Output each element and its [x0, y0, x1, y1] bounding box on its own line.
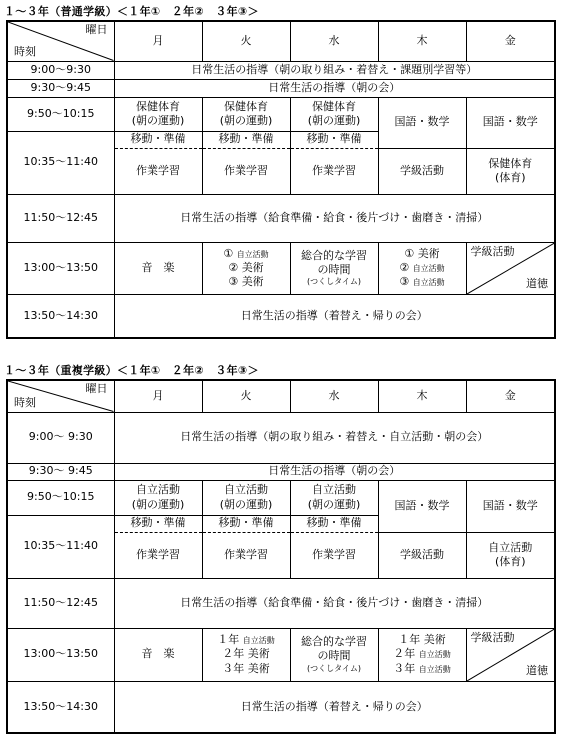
prep-cell: 移動・準備: [114, 515, 202, 532]
lesson-name: 自立活動: [488, 540, 533, 554]
lesson-cell: [290, 480, 378, 515]
lesson-cell: [202, 242, 290, 294]
lesson-name: 保健体育: [488, 156, 533, 170]
lesson-cell: 作業学習: [202, 148, 290, 194]
time-slot: 9:50～10:15: [7, 480, 114, 515]
corner-time-label: 時刻: [14, 396, 36, 410]
lesson-cell: [466, 532, 555, 578]
day-mon: 月: [114, 380, 202, 412]
grade-mark: ３年: [222, 661, 245, 675]
grade-mark: ２年: [222, 647, 245, 661]
lesson-name: 自立活動: [136, 483, 180, 497]
grade-mark: ②: [399, 260, 410, 274]
grade-mark: ③: [399, 275, 410, 289]
day-thu: 木: [378, 380, 466, 412]
day-fri: 金: [466, 21, 555, 61]
lesson-name: 自立活動: [412, 263, 445, 273]
grade-mark: １年: [398, 633, 421, 647]
grade-mark: ３年: [393, 661, 416, 675]
time-slot: 10:35～11:40: [7, 515, 114, 578]
lesson-cell: [290, 97, 378, 131]
lesson-name: 保健体育: [136, 99, 180, 113]
time-slot: 11:50～12:45: [7, 194, 114, 242]
time-slot: 11:50～12:45: [7, 578, 114, 628]
lesson-cell: 作業学習: [202, 532, 290, 578]
time-slot: 13:00～13:50: [7, 628, 114, 681]
lesson-cell: [202, 480, 290, 515]
lesson-note: (朝の運動): [131, 497, 185, 511]
lesson-name: 美術: [247, 647, 270, 661]
lesson-cell: [114, 480, 202, 515]
lesson-note: (朝の運動): [131, 114, 185, 127]
lesson-note: (朝の運動): [307, 497, 361, 511]
lesson-cell: [290, 242, 378, 294]
lesson-note: (つくしタイム): [306, 663, 362, 673]
corner-time-label: 時刻: [14, 45, 36, 59]
day-wed: 水: [290, 21, 378, 61]
timetable-regular: [6, 20, 556, 339]
lesson-cell: 学級活動: [378, 532, 466, 578]
prep-cell: 移動・準備: [290, 131, 378, 148]
table2-heading: １～３年（重複学級）＜１年① ２年② ３年③＞: [4, 364, 259, 377]
merged-cell: 日常生活の指導（着替え・帰りの会）: [114, 681, 555, 733]
lesson-note: (体育): [494, 171, 526, 184]
lesson-cell: 学級活動: [378, 148, 466, 194]
lesson-note: (朝の運動): [219, 497, 273, 511]
lesson-name: 美術: [241, 260, 264, 274]
lesson-name: 道徳: [526, 664, 548, 678]
time-slot: 9:00～9:30: [7, 61, 114, 79]
lesson-cell: 作業学習: [290, 148, 378, 194]
table1-heading: １～３年（普通学級）＜１年① ２年② ３年③＞: [4, 5, 259, 18]
lesson-name: 自立活動: [312, 483, 356, 497]
merged-cell: 日常生活の指導（着替え・帰りの会）: [114, 294, 555, 338]
day-mon: 月: [114, 21, 202, 61]
grade-mark: ①: [223, 246, 234, 260]
time-slot: 13:50～14:30: [7, 294, 114, 338]
lesson-name: 学級活動: [470, 630, 515, 644]
lesson-cell: [378, 628, 466, 681]
lesson-cell: 音 楽: [114, 242, 202, 294]
time-slot: 13:00～13:50: [7, 242, 114, 294]
timetable-multiple: [6, 379, 556, 734]
lesson-name: 美術: [417, 246, 440, 260]
day-thu: 木: [378, 21, 466, 61]
lesson-cell: 国語・数学: [466, 97, 555, 148]
lesson-cell: [202, 97, 290, 131]
time-slot: 13:50～14:30: [7, 681, 114, 733]
lesson-name: の時間: [317, 649, 351, 663]
prep-cell: 移動・準備: [114, 131, 202, 148]
merged-cell: 日常生活の指導（朝の取り組み・着替え・自立活動・朝の会）: [114, 412, 555, 463]
grade-mark: ２年: [393, 647, 416, 661]
merged-cell: 日常生活の指導（朝の取り組み・着替え・課題別学習等）: [114, 61, 555, 79]
day-tue: 火: [202, 380, 290, 412]
grade-mark: １年: [217, 633, 240, 647]
prep-cell: 移動・準備: [202, 131, 290, 148]
split-cell: [466, 628, 555, 681]
corner-header: [7, 380, 114, 412]
grade-mark: ③: [228, 275, 239, 289]
lesson-name: の時間: [317, 262, 351, 276]
corner-day-label: 曜日: [85, 382, 108, 395]
time-slot: 9:50～10:15: [7, 97, 114, 131]
lesson-name: 総合的な学習: [301, 635, 367, 648]
lesson-cell: [378, 242, 466, 294]
lesson-cell: 作業学習: [114, 532, 202, 578]
merged-cell: 日常生活の指導（朝の会）: [114, 463, 555, 480]
lesson-name: 美術: [241, 275, 264, 289]
prep-cell: 移動・準備: [202, 515, 290, 532]
lesson-name: 自立活動: [224, 483, 268, 497]
lesson-name: 自立活動: [242, 636, 275, 646]
prep-cell: 移動・準備: [290, 515, 378, 532]
merged-cell: 日常生活の指導（給食準備・給食・後片づけ・歯磨き・清掃）: [114, 194, 555, 242]
lesson-cell: 国語・数学: [378, 480, 466, 532]
lesson-name: 自立活動: [418, 664, 451, 674]
lesson-note: (朝の運動): [307, 114, 361, 127]
time-slot: 9:00～ 9:30: [7, 412, 114, 463]
lesson-name: 自立活動: [418, 650, 451, 660]
lesson-cell: [290, 628, 378, 681]
merged-cell: 日常生活の指導（朝の会）: [114, 79, 555, 97]
corner-header: [7, 21, 114, 61]
lesson-name: 自立活動: [412, 278, 445, 288]
lesson-name: 美術: [423, 633, 446, 647]
time-slot: 10:35～11:40: [7, 131, 114, 194]
time-slot: 9:30～9:45: [7, 79, 114, 97]
lesson-name: 保健体育: [312, 99, 356, 113]
lesson-cell: 作業学習: [114, 148, 202, 194]
day-tue: 火: [202, 21, 290, 61]
lesson-cell: [202, 628, 290, 681]
day-wed: 水: [290, 380, 378, 412]
lesson-name: 保健体育: [224, 99, 268, 113]
lesson-note: (体育): [494, 555, 526, 568]
lesson-name: 総合的な学習: [301, 248, 367, 262]
merged-cell: 日常生活の指導（給食準備・給食・後片づけ・歯磨き・清掃）: [114, 578, 555, 628]
lesson-cell: 音 楽: [114, 628, 202, 681]
lesson-cell: [466, 148, 555, 194]
lesson-name: 自立活動: [236, 249, 269, 259]
split-cell: [466, 242, 555, 294]
corner-day-label: 曜日: [85, 23, 108, 36]
lesson-cell: 作業学習: [290, 532, 378, 578]
lesson-name: 美術: [247, 661, 270, 675]
lesson-note: (朝の運動): [219, 114, 273, 127]
grade-mark: ②: [228, 260, 239, 274]
lesson-cell: 国語・数学: [378, 97, 466, 148]
lesson-cell: 国語・数学: [466, 480, 555, 532]
lesson-note: (つくしタイム): [306, 277, 362, 287]
lesson-cell: [114, 97, 202, 131]
grade-mark: ①: [404, 246, 415, 260]
time-slot: 9:30～ 9:45: [7, 463, 114, 480]
lesson-name: 学級活動: [470, 244, 515, 258]
day-fri: 金: [466, 380, 555, 412]
lesson-name: 道徳: [526, 277, 548, 291]
